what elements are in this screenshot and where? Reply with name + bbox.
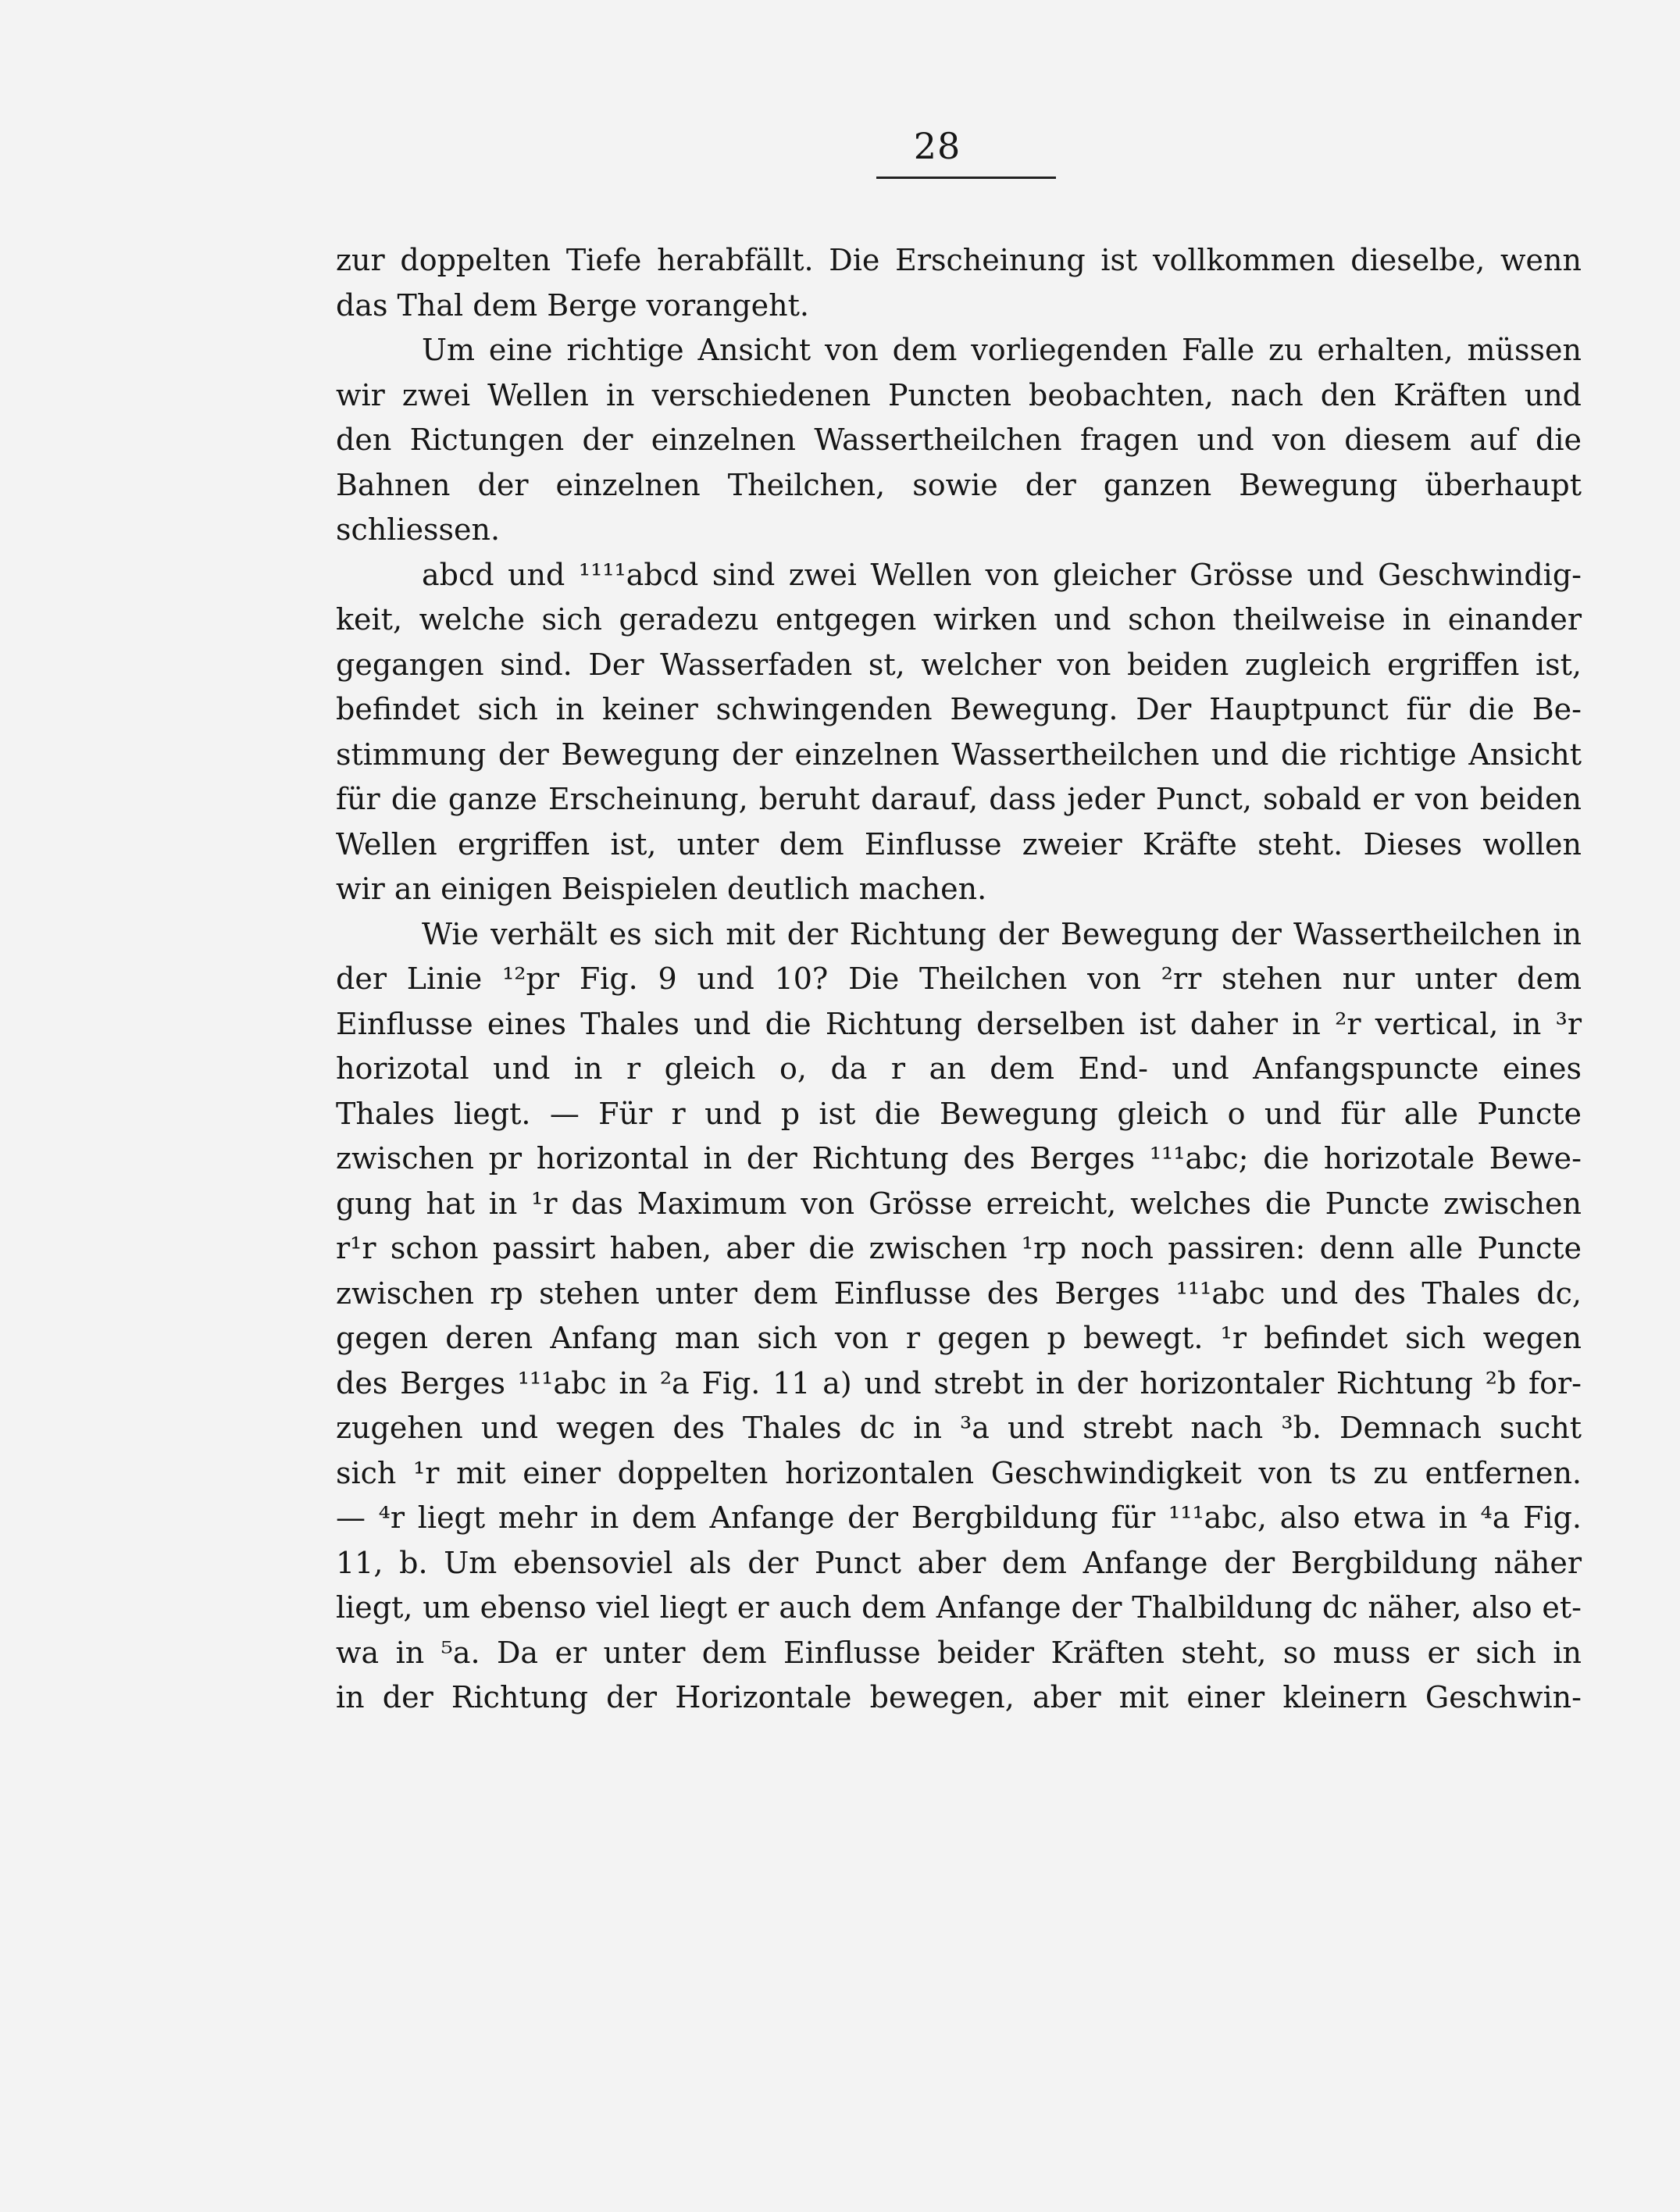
text-line: des Berges ¹¹¹abc in ²a Fig. 11 a) und strebt in der horizontaler Richtung ²b for- [336, 1365, 1582, 1400]
text-line: für die ganze Erscheinung, beruht darauf, dass jeder Punct, sobald er von beiden [336, 782, 1582, 816]
text-line: abcd und ¹¹¹¹abcd sind zwei Wellen von gleicher Grösse und Geschwindig- [422, 557, 1582, 592]
text-line: das Thal dem Berge vorangeht. [336, 287, 809, 323]
text-line: zugehen und wegen des Thales dc in ³a und strebt nach ³b. Demnach sucht [336, 1411, 1582, 1445]
text-line: wa in ⁵a. Da er unter dem Einflusse beider Kräften steht, so muss er sich in [336, 1635, 1582, 1670]
text-line: Wellen ergriffen ist, unter dem Einflusse zweier Kräfte steht. Dieses wollen [336, 826, 1582, 862]
text-line: 11, b. Um ebensoviel als der Punct aber dem Anfange der Bergbildung näher [336, 1545, 1582, 1580]
text-line: Einflusse eines Thales und die Richtung derselben ist daher in ²r vertical, in ³r [336, 1006, 1582, 1041]
page-number: 28 [913, 125, 961, 167]
text-line: Wie verhält es sich mit der Richtung der Bewegung der Wassertheilchen in [422, 916, 1582, 951]
text-line: wir an einigen Beispielen deutlich machen. [336, 872, 987, 906]
header-rule [876, 177, 1056, 179]
text-line: der Linie ¹²pr Fig. 9 und 10? Die Theilchen von ²rr stehen nur unter dem [336, 962, 1582, 996]
text-line: r¹r schon passirt haben, aber die zwischen ¹rp noch passiren: denn alle Puncte [336, 1231, 1582, 1265]
text-line: Bahnen der einzelnen Theilchen, sowie der ganzen Bewegung überhaupt [336, 467, 1582, 502]
text-line: keit, welche sich geradezu entgegen wirken und schon theilweise in einander [336, 602, 1582, 637]
text-line: liegt, um ebenso viel liegt er auch dem Anfange der Thalbildung dc näher, also et- [336, 1590, 1582, 1625]
paragraph-1 [336, 238, 1582, 328]
paragraph-4 [336, 912, 1582, 1721]
text-line: Um eine richtige Ansicht von dem vorliegenden Falle zu erhalten, müssen [422, 333, 1582, 367]
text-line: befindet sich in keiner schwingenden Bewegung. Der Hauptpunct für die Be- [336, 692, 1582, 726]
text-line: — ⁴r liegt mehr in dem Anfange der Bergbildung für ¹¹¹abc, also etwa in ⁴a Fig. [336, 1500, 1582, 1535]
text-line: den Rictungen der einzelnen Wassertheilchen fragen und von diesem auf die [336, 423, 1582, 457]
text-line: gegangen sind. Der Wasserfaden st, welcher von beiden zugleich ergriffen ist, [336, 647, 1582, 682]
text-line: horizotal und in r gleich o, da r an dem End- und Anfangspuncte eines [336, 1051, 1582, 1086]
text-line: sich ¹r mit einer doppelten horizontalen Geschwindigkeit von ts zu entfernen. [336, 1455, 1582, 1490]
paragraph-3 [336, 553, 1582, 912]
text-line: zwischen pr horizontal in der Richtung des Berges ¹¹¹abc; die horizotale Bewe- [336, 1141, 1582, 1176]
paragraph-2 [336, 328, 1582, 553]
text-line: in der Richtung der Horizontale bewegen, aber mit einer kleinern Geschwin- [336, 1680, 1582, 1714]
text-line: gegen deren Anfang man sich von r gegen p bewegt. ¹r befindet sich wegen [336, 1321, 1582, 1355]
text-line: Thales liegt. — Für r und p ist die Bewegung gleich o und für alle Puncte [336, 1096, 1582, 1131]
text-line: stimmung der Bewegung der einzelnen Wassertheilchen und die richtige Ansicht [336, 737, 1582, 772]
text-line: wir zwei Wellen in verschiedenen Puncten beobachten, nach den Kräften und [336, 377, 1582, 412]
text-line: gung hat in ¹r das Maximum von Grösse erreicht, welches die Puncte zwischen [336, 1186, 1582, 1221]
text-line: schliessen. [336, 512, 501, 547]
text-line: zwischen rp stehen unter dem Einflusse des Berges ¹¹¹abc und des Thales dc, [336, 1275, 1582, 1311]
text-line: zur doppelten Tiefe herabfällt. Die Erscheinung ist vollkommen dieselbe, wenn [336, 243, 1582, 277]
body-text [336, 238, 1582, 1721]
